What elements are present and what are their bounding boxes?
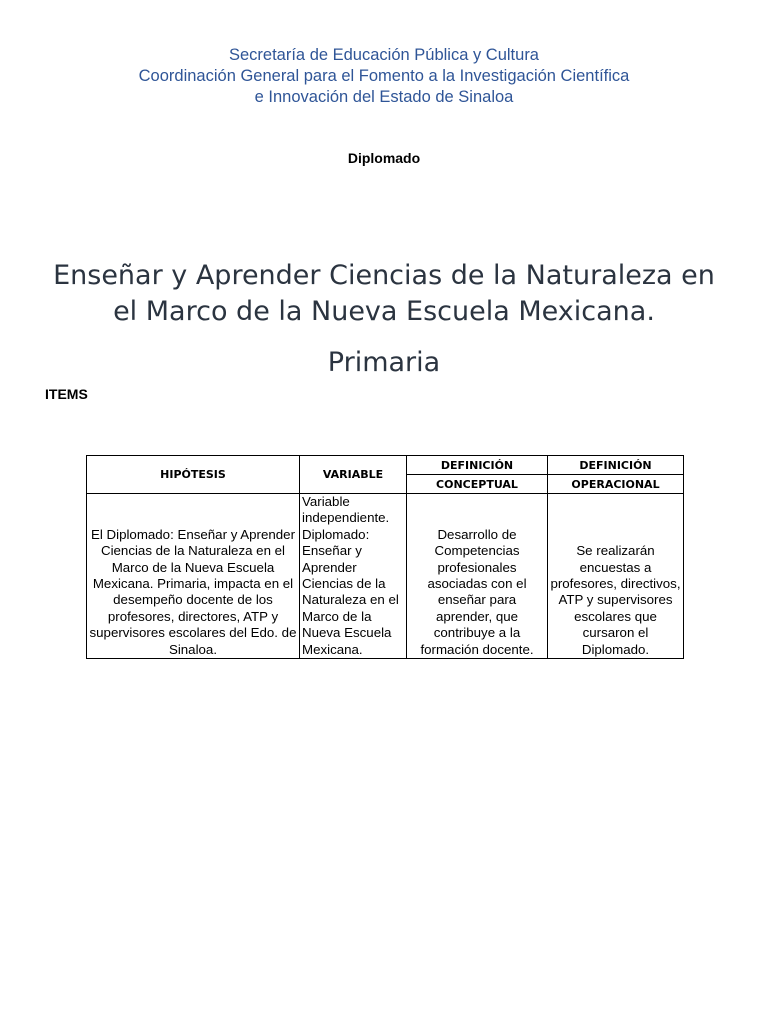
table-row	[87, 494, 684, 659]
cell-variable: Variable independiente. Diplomado: Enseñar y Aprender Ciencias de la Naturaleza en el Marco de la Nueva Escuela Mexicana.	[300, 494, 407, 659]
header-line-1: Secretaría de Educación Pública y Cultura	[228, 46, 539, 64]
header-definicion-conceptual-bottom: CONCEPTUAL	[407, 475, 548, 494]
items-label: ITEMS	[45, 386, 88, 402]
header-hipotesis: HIPÓTESIS	[87, 456, 300, 494]
document-subtitle: Primaria	[327, 347, 441, 378]
institution-header	[0, 45, 768, 108]
header-line-2: Coordinación General para el Fomento a la Investigación Científica	[138, 67, 630, 85]
header-definicion-operacional-top: DEFINICIÓN	[548, 456, 684, 475]
header-variable: VARIABLE	[300, 456, 407, 494]
header-definicion-operacional-bottom: OPERACIONAL	[548, 475, 684, 494]
cell-hipotesis: El Diplomado: Enseñar y Aprender Ciencias de la Naturaleza en el Marco de la Nueva Escuela Mexicana. Primaria, impacta en el desempeño docente de los profesores, directores, ATP y supervisores escolares del Edo. de Sinaloa.	[87, 494, 300, 659]
cell-conceptual: Desarrollo de Competencias profesionales asociadas con el enseñar para aprender, que contribuye a la formación docente.	[407, 494, 548, 659]
diplomado-label: Diplomado	[347, 150, 421, 166]
title-line-2: el Marco de la Nueva Escuela Mexicana.	[113, 296, 655, 327]
title-line-1: Enseñar y Aprender Ciencias de la Naturaleza en	[53, 260, 715, 291]
hypothesis-table	[86, 455, 684, 659]
document-title	[20, 258, 748, 330]
header-definicion-conceptual-top: DEFINICIÓN	[407, 456, 548, 475]
header-line-3: e Innovación del Estado de Sinaloa	[254, 88, 514, 106]
cell-operacional: Se realizarán encuestas a profesores, directivos, ATP y supervisores escolares que cursaron el Diplomado.	[548, 494, 684, 659]
